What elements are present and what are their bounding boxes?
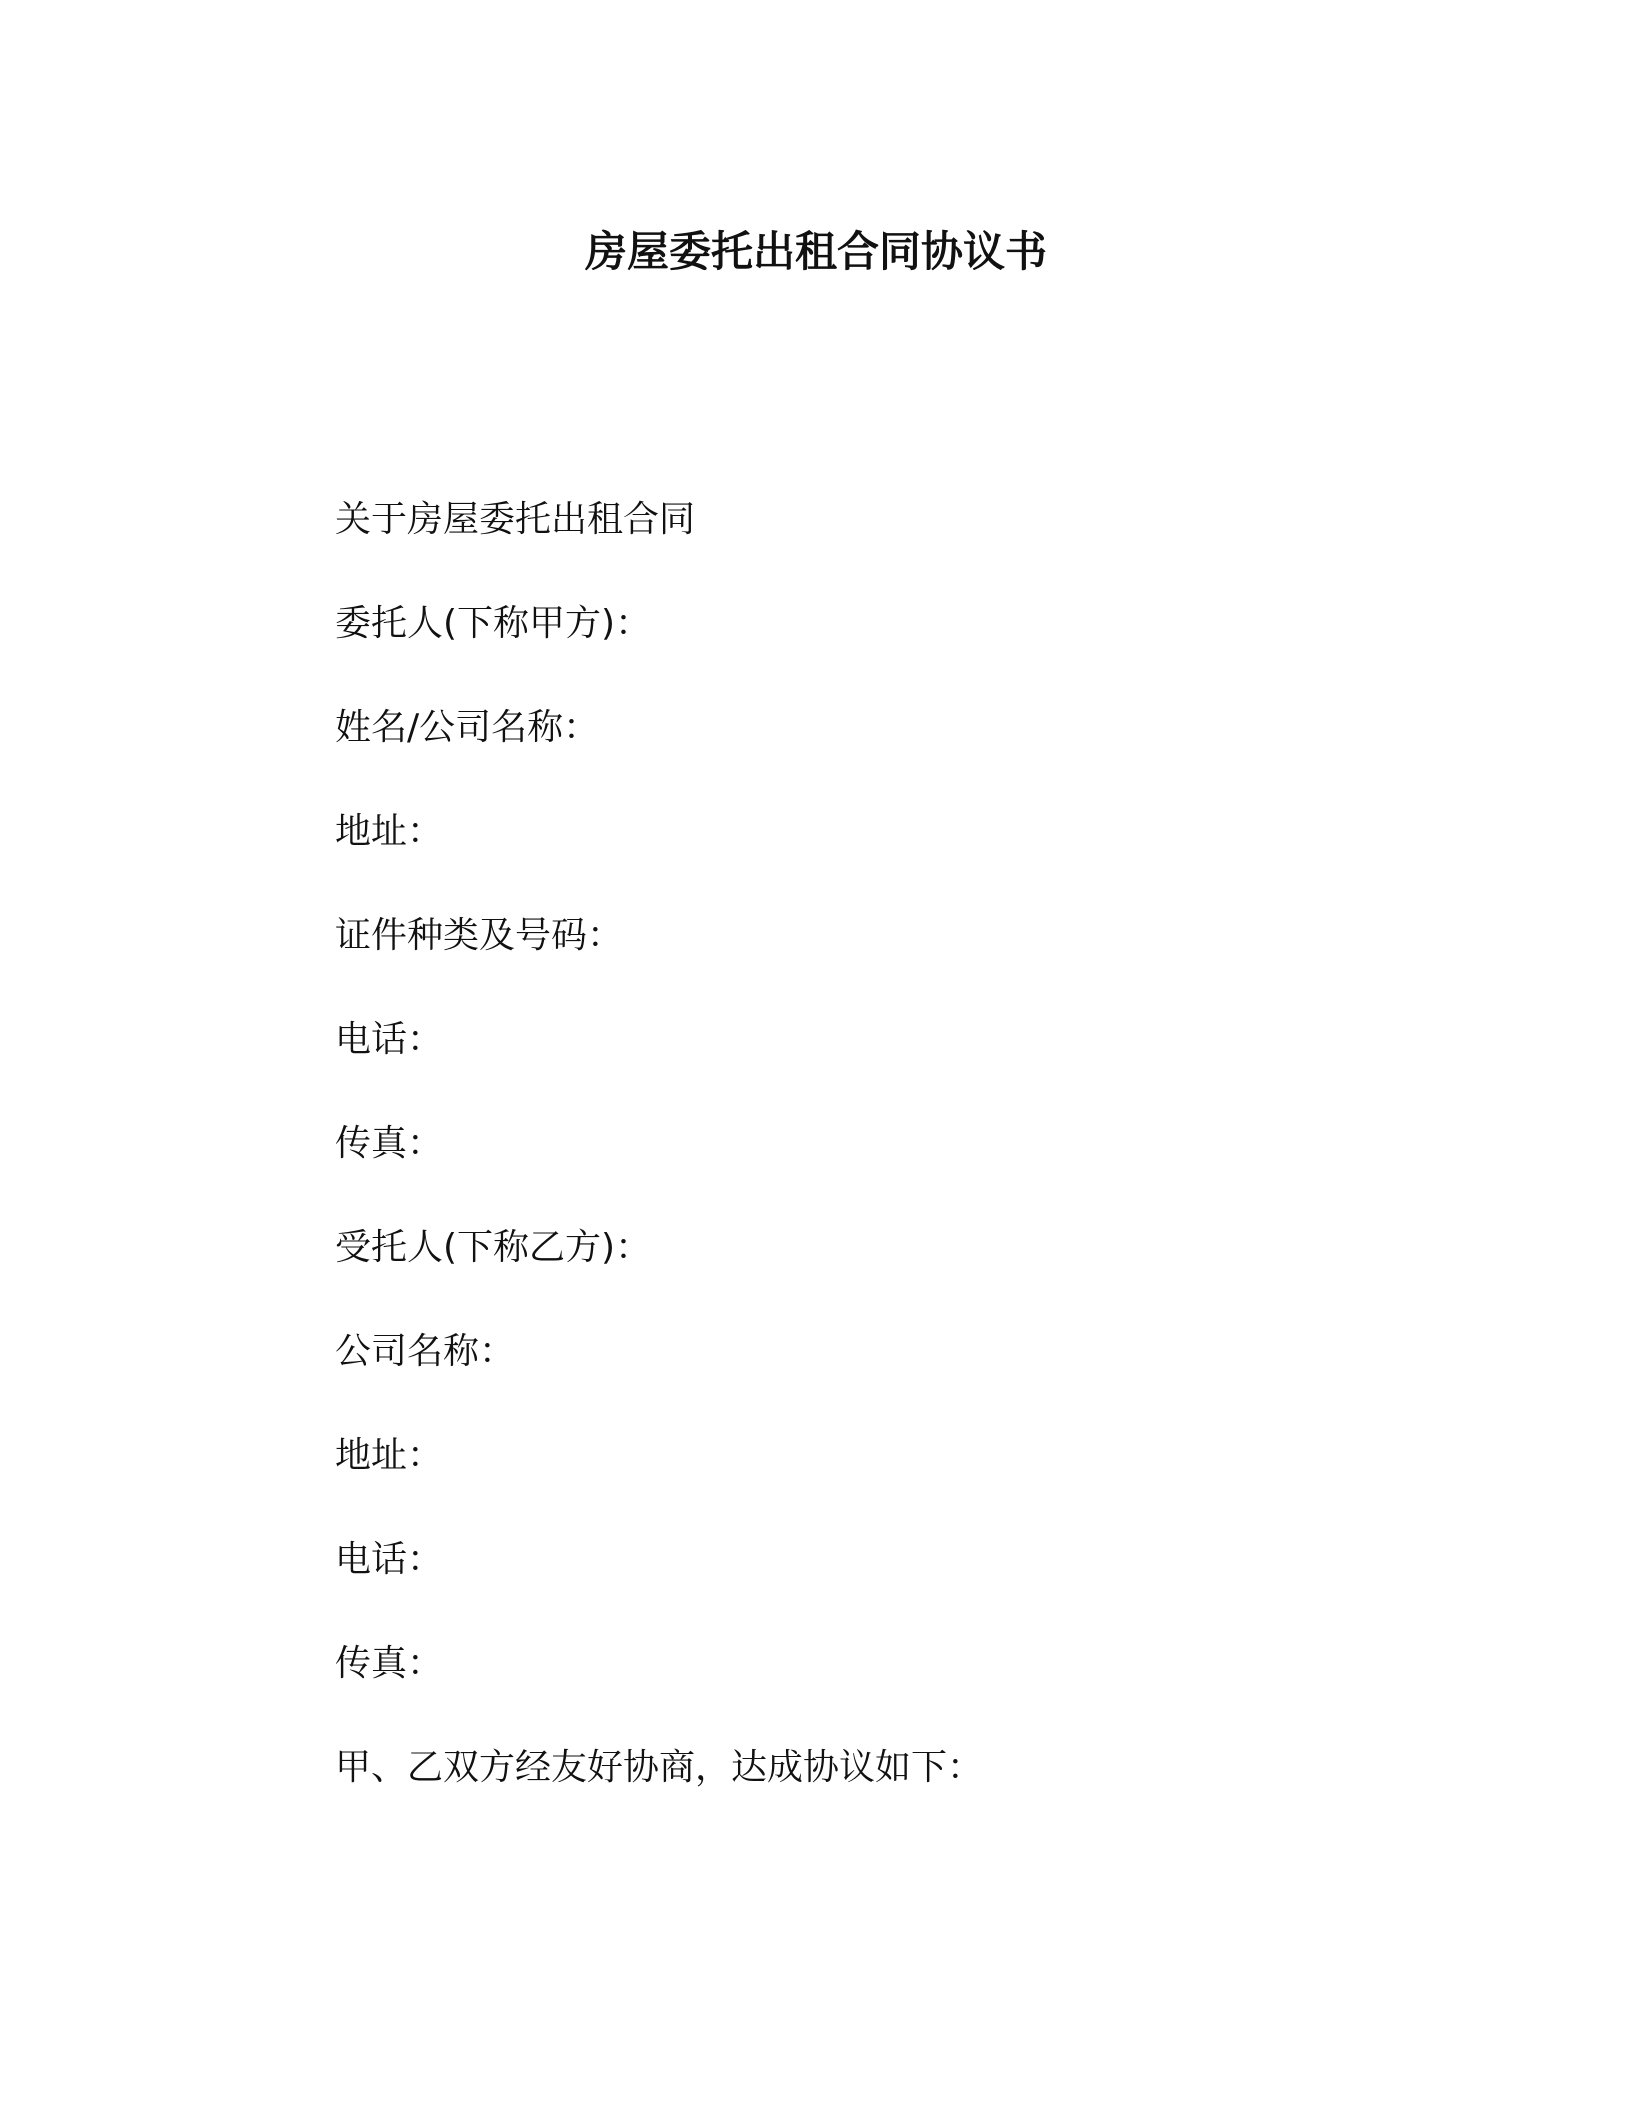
agreement-intro-line: 甲、乙双方经友好协商，达成协议如下： [335, 1747, 984, 1788]
party-b-heading: 受托人(下称乙方)： [335, 1227, 652, 1268]
party-b-address-field: 地址： [335, 1435, 444, 1476]
party-b-phone-field: 电话： [335, 1539, 444, 1580]
contract-subject-line: 关于房屋委托出租合同 [335, 499, 696, 540]
party-a-phone-field: 电话： [335, 1019, 444, 1060]
document-title: 房屋委托出租合同协议书 [584, 227, 1047, 276]
party-a-fax-field: 传真： [335, 1123, 444, 1164]
party-a-address-field: 地址： [335, 811, 444, 852]
party-a-name-field: 姓名/公司名称： [335, 707, 600, 748]
party-b-company-field: 公司名称： [335, 1331, 516, 1372]
document-body [335, 490, 1435, 1842]
party-a-heading: 委托人(下称甲方)： [335, 603, 652, 644]
party-b-fax-field: 传真： [335, 1643, 444, 1684]
party-a-id-field: 证件种类及号码： [335, 915, 624, 956]
